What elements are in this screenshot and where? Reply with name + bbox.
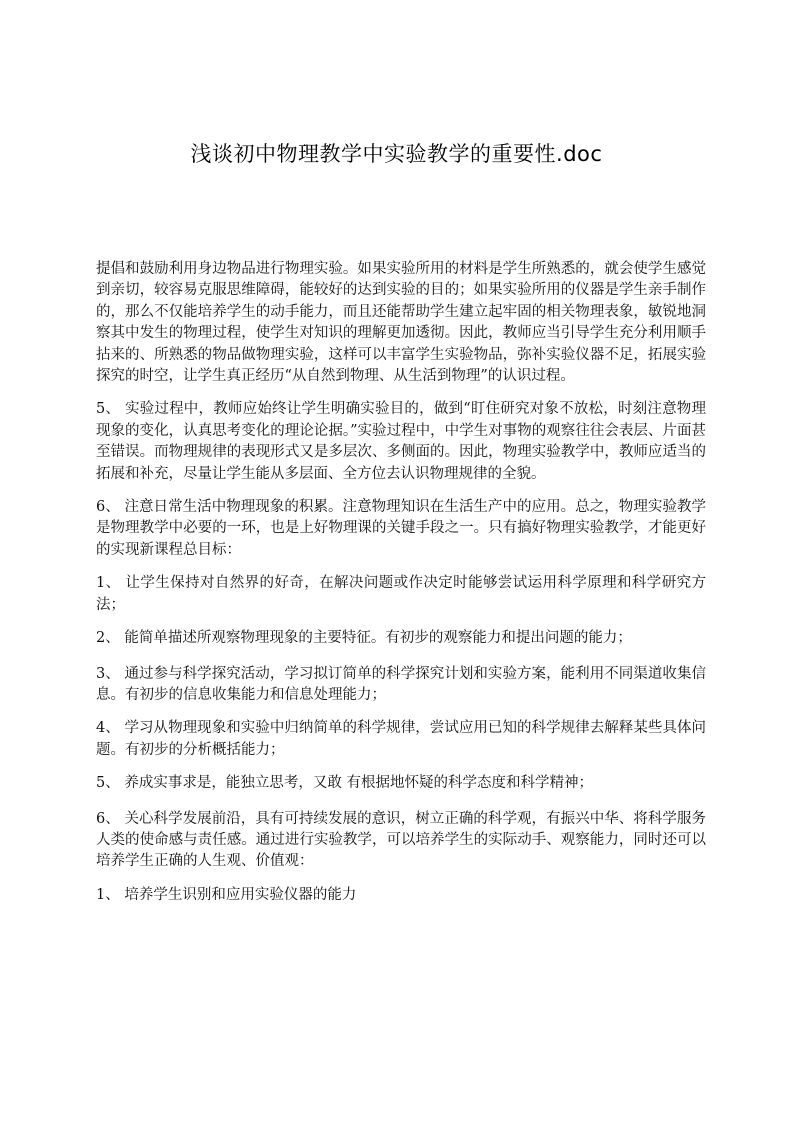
paragraph-item-5: 5、 实验过程中，教师应始终让学生明确实验目的，做到“盯住研究对象不放松，时刻注意物理现象的变化，认真思考变化的理论论据。”实验过程中，中学生对事物的观察往往会表层、片面甚至错误。而物理规律的表现形式又是多层次、多侧面的。因此，物理实验教学中，教师应适当的拓展和补充，尽量让学生能从多层面、全方位去认识物理规律的全貌。 bbox=[96, 401, 706, 482]
paragraph-item-6: 6、 注意日常生活中物理现象的积累。注意物理知识在生活生产中的应用。总之，物理实验教学是物理教学中必要的一环，也是上好物理课的关键手段之一。只有搞好物理实验教学，才能更好的实现新课程总目标： bbox=[96, 499, 706, 558]
paragraph-intro: 提倡和鼓励利用身边物品进行物理实验。如果实验所用的材料是学生所熟悉的，就会使学生感觉到亲切，较容易克服思维障碍，能较好的达到实验的目的；如果实验所用的仪器是学生亲手制作的，那么不仅能培养学生的动手能力，而且还能帮助学生建立起牢固的相关物理表象，敏锐地洞察其中发生的物理过程，使学生对知识的理解更加透彻。因此，教师应当引导学生充分利用顺手拈来的、所熟悉的物品做物理实验，这样可以丰富学生实验物品，弥补实验仪器不足，拓展实验探究的时空，让学生真正经历“从自然到物理、从生活到物理”的认识过程。 bbox=[96, 261, 706, 385]
document-title: 浅谈初中物理教学中实验教学的重要性.doc bbox=[190, 142, 603, 166]
goal-item-1: 1、 让学生保持对自然界的好奇，在解决问题或作决定时能够尝试运用科学原理和科学研究方法； bbox=[96, 575, 706, 613]
ability-item-1: 1、 培养学生识别和应用实验仪器的能力 bbox=[96, 886, 357, 903]
document-body bbox=[96, 259, 706, 918]
goal-item-4: 4、 学习从物理现象和实验中归纳简单的科学规律，尝试应用已知的科学规律去解释某些具体问题。有初步的分析概括能力； bbox=[96, 720, 706, 758]
goal-item-6: 6、 关心科学发展前沿，具有可持续发展的意识，树立正确的科学观，有振兴中华、将科学服务 人类的使命感与责任感。通过进行实验教学，可以培养学生的实际动手、观察能力，同时还可以培养学生正确的人生观、价值观： bbox=[96, 810, 706, 870]
goal-item-3: 3、 通过参与科学探究活动，学习拟订简单的科学探究计划和实验方案，能利用不同渠道收集信息。有初步的信息收集能力和信息处理能力； bbox=[96, 665, 706, 703]
goal-item-2: 2、 能简单描述所观察物理现象的主要特征。有初步的观察能力和提出问题的能力； bbox=[96, 630, 632, 647]
goal-item-5: 5、 养成实事求是，能独立思考，又敢 有根据地怀疑的科学态度和科学精神； bbox=[96, 775, 593, 792]
